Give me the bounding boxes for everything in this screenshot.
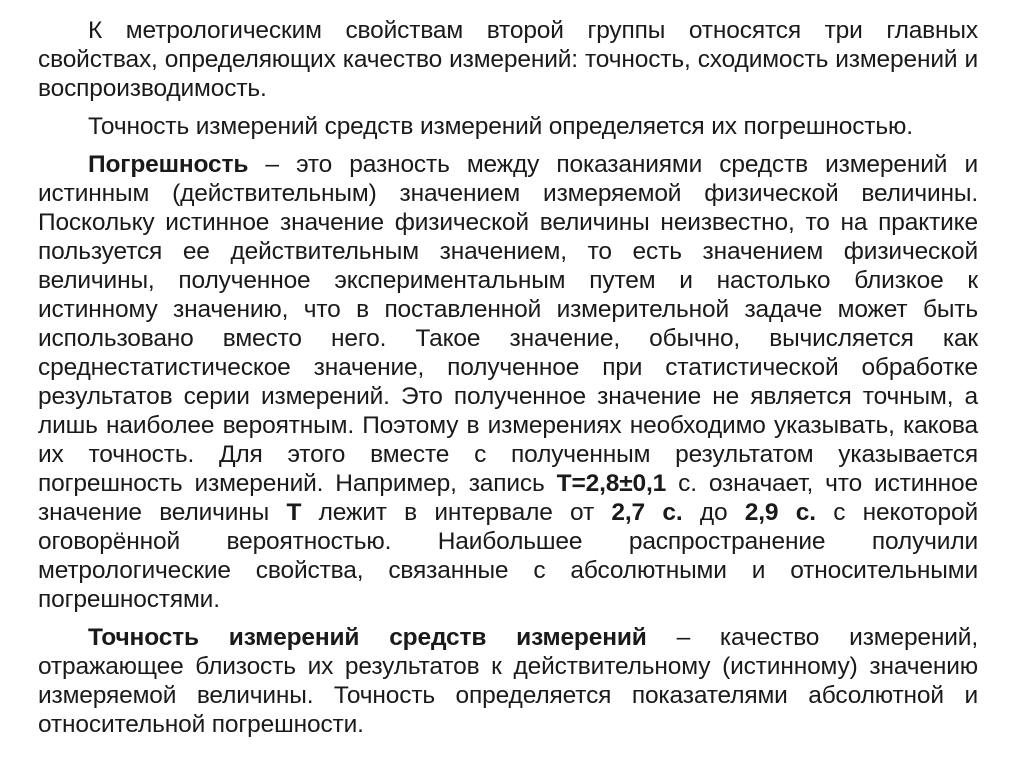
paragraph-text: – качество измерений, отражающее близость их результатов к действительному (истинному) значению измеряемой величины. Точность определяется показателями абсолютной и относительной погрешности. — [38, 624, 979, 738]
paragraph-text: К метрологическим свойствам второй группы относятся три главных свойствах, определяющих качество измерений: точность, сходимость измерений и воспроизводимость. — [38, 17, 978, 102]
term-error: Погрешность — [88, 151, 249, 178]
variable-t: Т — [286, 499, 302, 526]
paragraph-text: Точность измерений средств измерений определяется их погрешностью. — [88, 113, 913, 140]
paragraph-text: – это разность между показаниями средств измерений и истинным (действительным) значением измеряемой физической величины. Поскольку истинное значение физической величины неизвестно, то на практике пользуется ее действительным значением, то есть значением физической величины, полученное экспериментальным путем и настолько близкое к истинному значению, что в поставленной измерительной задаче может быть использовано вместо него. Такое значение, обычно, вычисляется как среднестатистическое значение, полученное при статистической обработке результатов серии измерений. Это полученное значение не является точным, а лишь наиболее вероятным. Поэтому в измерениях необходимо указывать, какова их точность. Для этого вместе с полученным результатом указывается погрешность измерений. Например, запись — [38, 151, 978, 497]
paragraph-text: с некоторой оговорённой вероятностью. Наибольшее распространение получили метрологические свойства, связанные с абсолютными и относительными погрешностями. — [38, 499, 979, 613]
paragraph-metrological-properties — [38, 16, 978, 103]
paragraph-text: до — [682, 499, 745, 526]
paragraph-text: с. означает, что истинное значение величины — [38, 470, 979, 526]
document-page — [38, 16, 978, 739]
paragraph-measurement-accuracy — [38, 623, 978, 739]
paragraph-error-definition — [38, 150, 978, 614]
formula-example: T=2,8±0,1 — [556, 470, 667, 497]
paragraph-text: лежит в интервале от — [301, 499, 612, 526]
interval-lower: 2,7 с. — [611, 499, 683, 526]
term-measurement-accuracy: Точность измерений средств измерений — [88, 624, 647, 651]
interval-upper: 2,9 с. — [744, 499, 816, 526]
paragraph-accuracy-definition — [38, 112, 978, 141]
